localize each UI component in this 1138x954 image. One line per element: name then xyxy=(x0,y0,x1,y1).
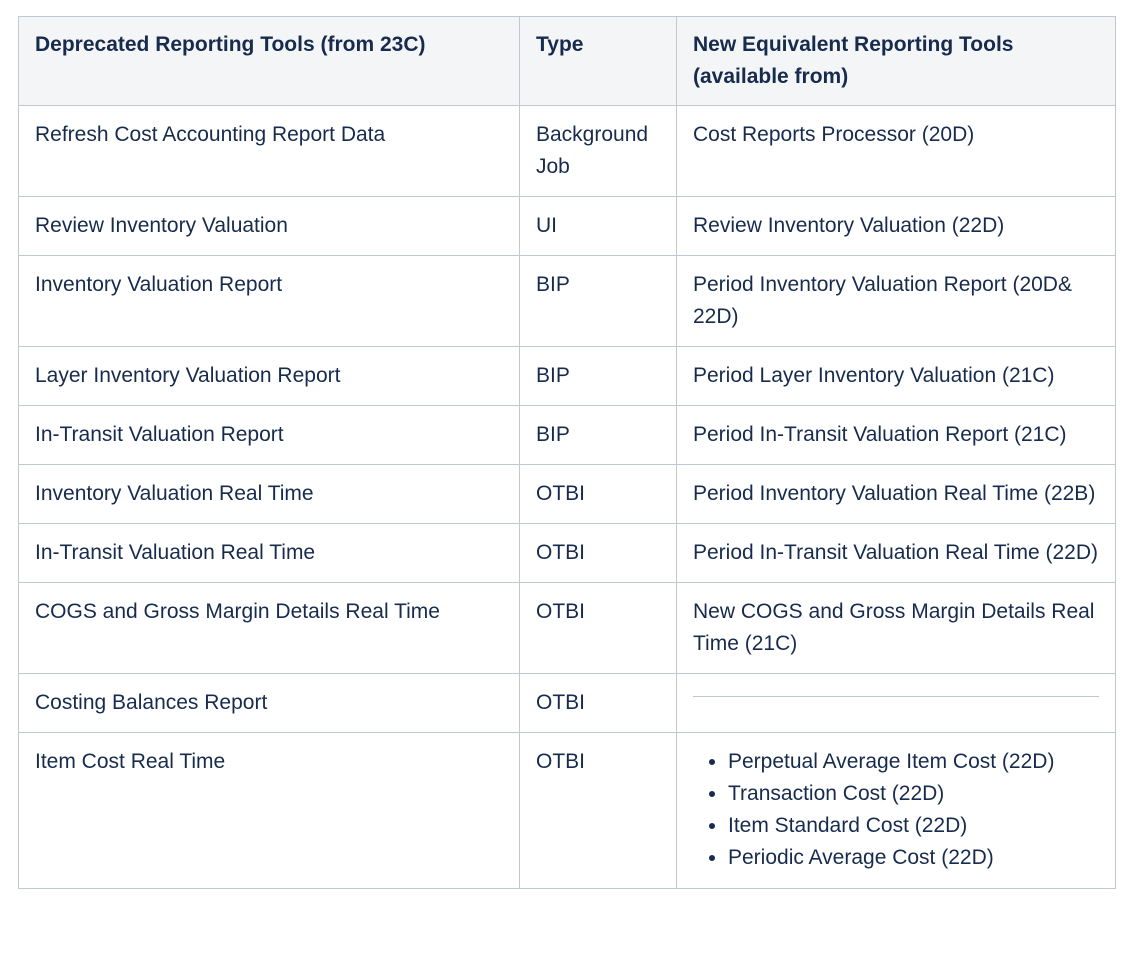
table-row xyxy=(19,583,1116,674)
table-row xyxy=(19,524,1116,583)
deprecated-tool-cell: COGS and Gross Margin Details Real Time xyxy=(19,583,520,674)
deprecated-tool-cell: In-Transit Valuation Real Time xyxy=(19,524,520,583)
type-cell: UI xyxy=(520,197,677,256)
deprecated-tool-cell: In-Transit Valuation Report xyxy=(19,406,520,465)
table-row xyxy=(19,465,1116,524)
new-tool-cell: Review Inventory Valuation (22D) xyxy=(677,197,1116,256)
header-new-tools: New Equivalent Reporting Tools (available from) xyxy=(677,17,1116,106)
table-row xyxy=(19,347,1116,406)
new-tool-list-cell xyxy=(677,733,1116,889)
deprecated-tool-cell: Inventory Valuation Report xyxy=(19,256,520,347)
table-row xyxy=(19,406,1116,465)
header-deprecated-tools: Deprecated Reporting Tools (from 23C) xyxy=(19,17,520,106)
table-header-row xyxy=(19,17,1116,106)
new-tool-cell: Period Inventory Valuation Report (20D& 22D) xyxy=(677,256,1116,347)
table-row xyxy=(19,674,1116,733)
new-tool-cell: Cost Reports Processor (20D) xyxy=(677,106,1116,197)
type-cell: OTBI xyxy=(520,583,677,674)
new-tool-cell: Period In-Transit Valuation Report (21C) xyxy=(677,406,1116,465)
reporting-tools-table xyxy=(18,16,1116,889)
list-item: • Perpetual Average Item Cost (22D) xyxy=(728,746,1099,778)
table-row xyxy=(19,197,1116,256)
type-cell: OTBI xyxy=(520,733,677,889)
new-tool-cell: Period In-Transit Valuation Real Time (22D) xyxy=(677,524,1116,583)
new-tool-cell: Period Inventory Valuation Real Time (22B) xyxy=(677,465,1116,524)
deprecated-tool-cell: Review Inventory Valuation xyxy=(19,197,520,256)
table-row xyxy=(19,733,1116,889)
type-cell: Background Job xyxy=(520,106,677,197)
reporting-tools-table-container xyxy=(18,16,1115,889)
header-type: Type xyxy=(520,17,677,106)
type-cell: OTBI xyxy=(520,674,677,733)
deprecated-tool-cell: Inventory Valuation Real Time xyxy=(19,465,520,524)
table-row xyxy=(19,106,1116,197)
type-cell: BIP xyxy=(520,256,677,347)
horizontal-rule xyxy=(693,696,1099,697)
list-item: • Transaction Cost (22D) xyxy=(728,778,1099,810)
list-item: • Periodic Average Cost (22D) xyxy=(728,842,1099,874)
list-item: • Item Standard Cost (22D) xyxy=(728,810,1099,842)
deprecated-tool-cell: Costing Balances Report xyxy=(19,674,520,733)
type-cell: OTBI xyxy=(520,465,677,524)
new-tool-cell: Period Layer Inventory Valuation (21C) xyxy=(677,347,1116,406)
new-tools-bullet-list xyxy=(693,746,1099,874)
deprecated-tool-cell: Item Cost Real Time xyxy=(19,733,520,889)
new-tool-cell: New COGS and Gross Margin Details Real Time (21C) xyxy=(677,583,1116,674)
type-cell: OTBI xyxy=(520,524,677,583)
table-row xyxy=(19,256,1116,347)
type-cell: BIP xyxy=(520,406,677,465)
deprecated-tool-cell: Refresh Cost Accounting Report Data xyxy=(19,106,520,197)
new-tool-cell-empty xyxy=(677,674,1116,733)
type-cell: BIP xyxy=(520,347,677,406)
deprecated-tool-cell: Layer Inventory Valuation Report xyxy=(19,347,520,406)
